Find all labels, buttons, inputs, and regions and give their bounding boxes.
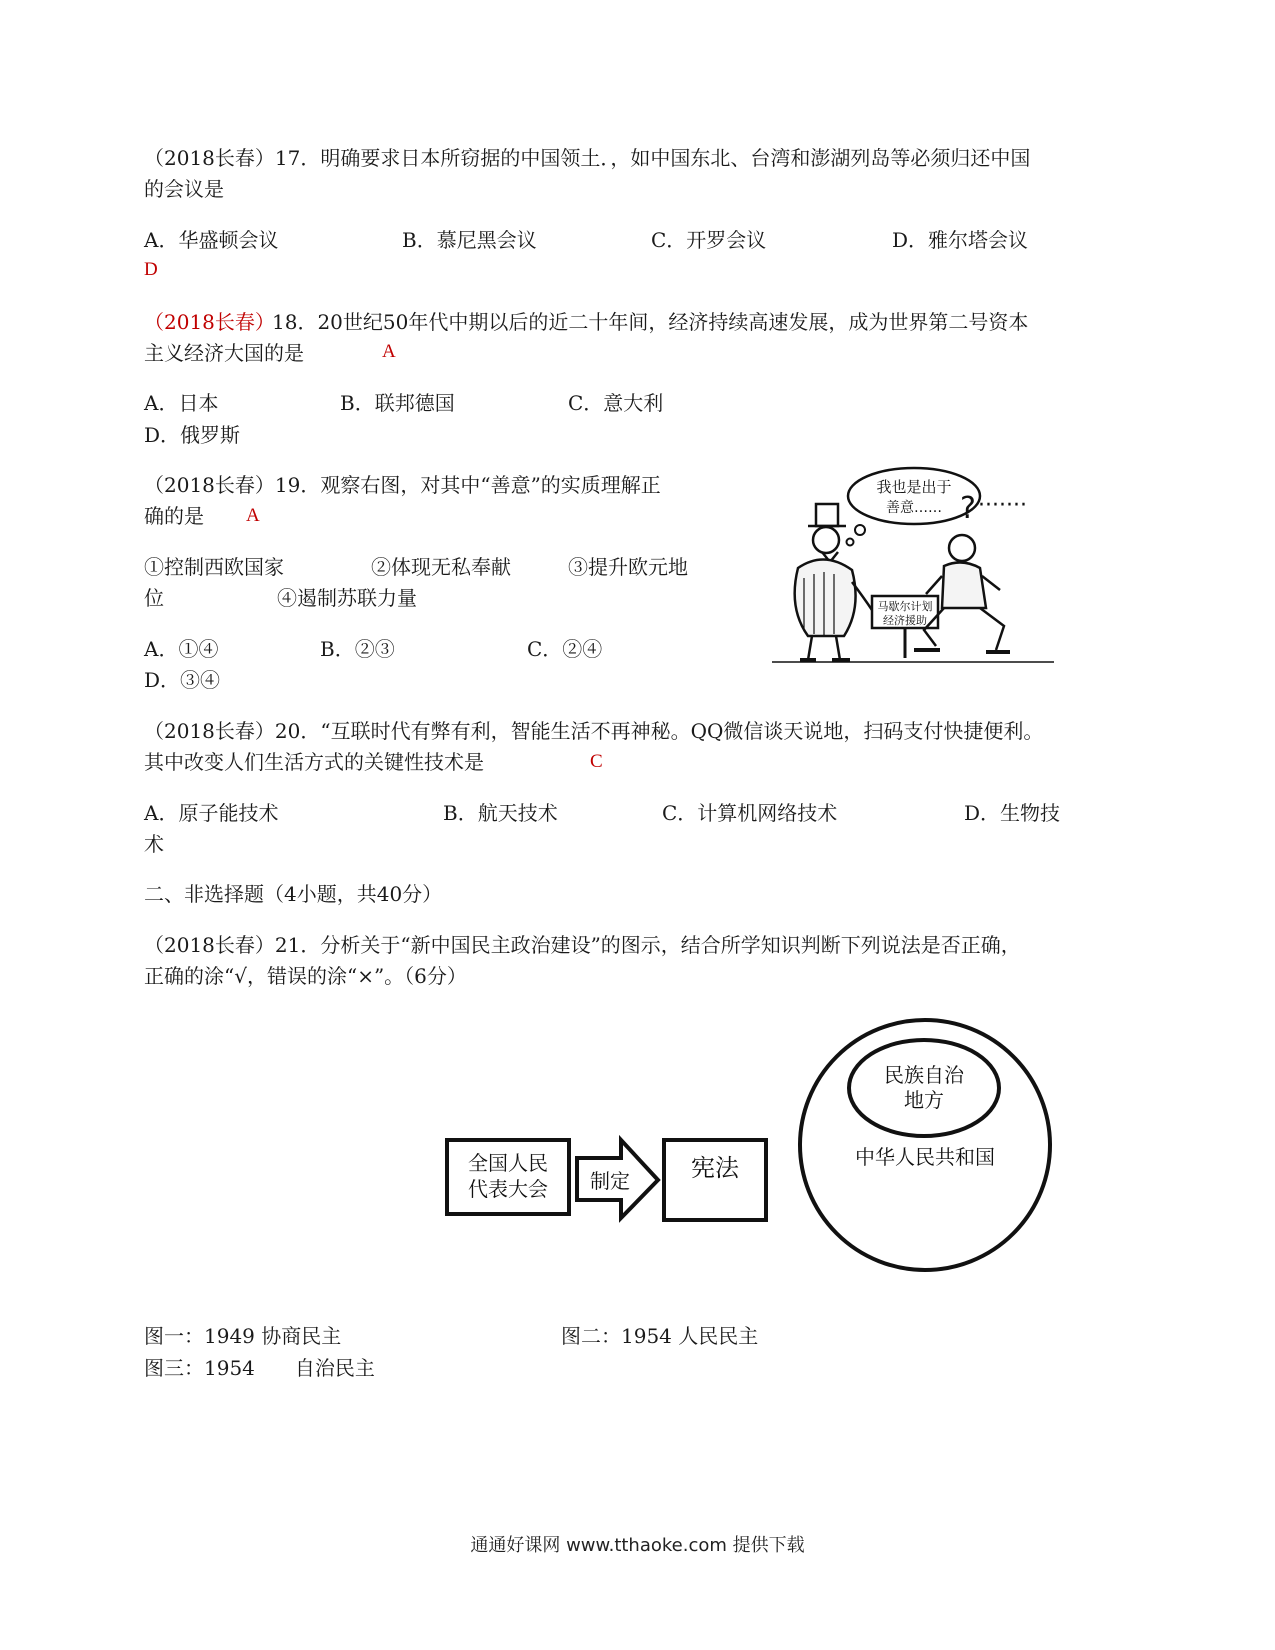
q19-item-2: ②体现无私奉献 bbox=[371, 555, 511, 579]
q19-item-3-wrap: 位 bbox=[144, 586, 164, 610]
q18-option-a: A．日本 bbox=[144, 391, 219, 415]
q19-item-4: ④遏制苏联力量 bbox=[277, 586, 417, 610]
q19-answer: A bbox=[246, 505, 260, 526]
q18-stem-line1: 18．20世纪50年代中期以后的近二十年间，经济持续高速发展，成为世界第二号资本 bbox=[272, 310, 1029, 334]
q19-option-a: A．①④ bbox=[144, 637, 219, 661]
q20-option-b: B．航天技术 bbox=[443, 801, 558, 825]
q21-stem-line2: 正确的涂“√，错误的涂“×”。（6分） bbox=[144, 964, 467, 988]
svg-text:·······: ······· bbox=[978, 493, 1027, 518]
svg-text:?: ? bbox=[960, 491, 976, 526]
cartoon-sign-line1: 马歇尔计划 bbox=[877, 600, 933, 613]
q19-stem-line2: 确的是 bbox=[144, 504, 204, 528]
q21-stem-line1: （2018长春）21．分析关于“新中国民主政治建设”的图示，结合所学知识判断下列说法是否正确， bbox=[144, 933, 1021, 957]
caption-3: 图三：1954 自治民主 bbox=[144, 1356, 375, 1380]
section-heading: 二、非选择题（4小题，共40分） bbox=[144, 882, 443, 906]
q20-answer: C bbox=[590, 751, 603, 772]
caption-2: 图二：1954 人民民主 bbox=[561, 1324, 759, 1348]
q17-option-c: C．开罗会议 bbox=[651, 228, 767, 252]
q17-option-b: B．慕尼黑会议 bbox=[402, 228, 537, 252]
ethnic-autonomy-line1: 民族自治 bbox=[884, 1063, 964, 1087]
q19-option-d: D．③④ bbox=[144, 668, 221, 692]
q20-stem-line1: （2018长春）20．“互联时代有弊有利，智能生活不再神秘。QQ微信谈天说地，扫码支付快捷便利。 bbox=[144, 719, 1044, 743]
q18-stem-line2: 主义经济大国的是 bbox=[144, 341, 304, 365]
q20-option-d-wrap: 术 bbox=[144, 832, 164, 856]
q17-answer: D bbox=[144, 259, 158, 280]
prc-label: 中华人民共和国 bbox=[855, 1145, 995, 1169]
q19-item-1: ①控制西欧国家 bbox=[144, 555, 284, 579]
cartoon-speech-line2: 善意…… bbox=[886, 500, 942, 516]
npc-box-line2: 代表大会 bbox=[468, 1177, 548, 1201]
q19-stem-line1: （2018长春）19．观察右图，对其中“善意”的实质理解正 bbox=[144, 473, 661, 497]
q17-stem-line1: （2018长春）17．明确要求日本所窃据的中国领土．，如中国东北、台湾和澎湖列岛等必须归还中国 bbox=[144, 146, 1031, 170]
democracy-diagram bbox=[440, 1010, 1070, 1280]
q18-option-d: D．俄罗斯 bbox=[144, 423, 241, 447]
q19-option-b: B．②③ bbox=[320, 637, 395, 661]
q17-option-a: A．华盛顿会议 bbox=[144, 228, 279, 252]
formulate-arrow-label: 制定 bbox=[590, 1169, 630, 1193]
q19-option-c: C．②④ bbox=[527, 637, 603, 661]
q18-option-b: B．联邦德国 bbox=[340, 391, 455, 415]
q18-source: （2018长春） bbox=[144, 310, 275, 334]
caption-1: 图一：1949 协商民主 bbox=[144, 1324, 342, 1348]
q17-option-d: D．雅尔塔会议 bbox=[892, 228, 1029, 252]
footer-download-note: 通通好课网 www.tthaoke.com 提供下载 bbox=[470, 1535, 805, 1556]
constitution-label: 宪法 bbox=[691, 1154, 739, 1182]
marshall-plan-cartoon bbox=[764, 458, 1060, 672]
q18-option-c: C．意大利 bbox=[568, 391, 664, 415]
q18-answer: A bbox=[382, 341, 396, 362]
cartoon-speech-line1: 我也是出于 bbox=[876, 478, 952, 496]
cartoon-sign-line2: 经济援助 bbox=[883, 614, 927, 627]
ethnic-autonomy-line2: 地方 bbox=[904, 1088, 944, 1112]
q20-option-a: A．原子能技术 bbox=[144, 801, 279, 825]
q17-stem-line2: 的会议是 bbox=[144, 177, 224, 201]
q20-option-d: D．生物技 bbox=[964, 801, 1061, 825]
q20-option-c: C．计算机网络技术 bbox=[662, 801, 838, 825]
npc-box-line1: 全国人民 bbox=[468, 1151, 548, 1175]
q20-stem-line2: 其中改变人们生活方式的关键性技术是 bbox=[144, 750, 484, 774]
q19-item-3: ③提升欧元地 bbox=[568, 555, 688, 579]
